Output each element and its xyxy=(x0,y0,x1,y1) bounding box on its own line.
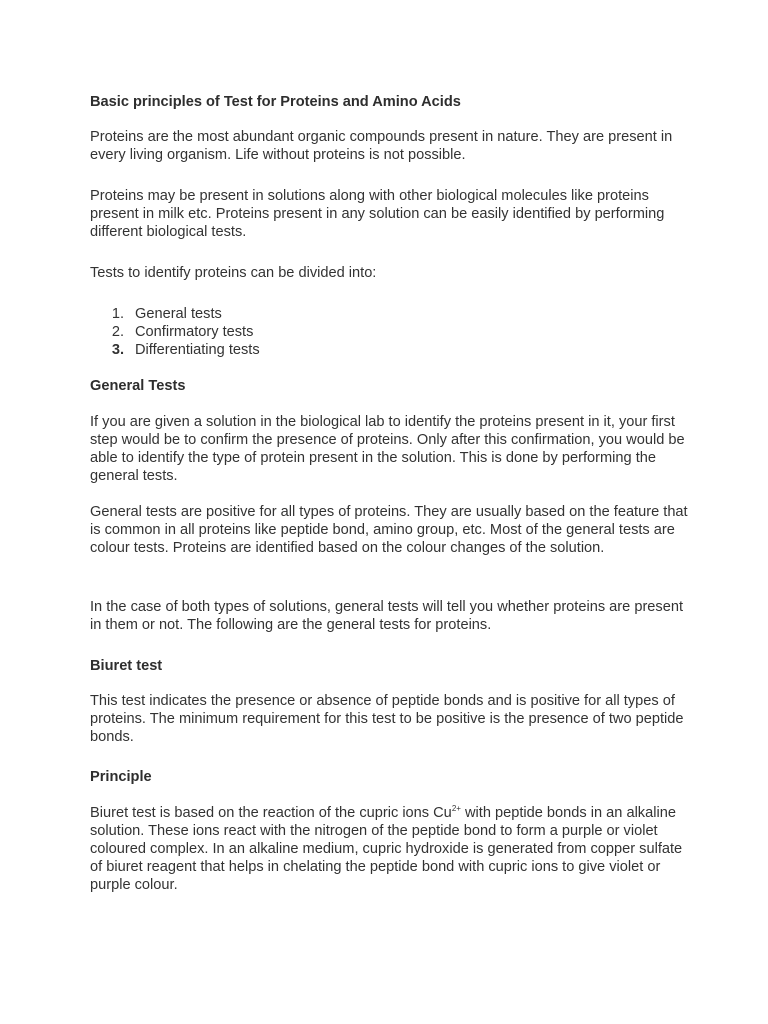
general-tests-paragraph-2: General tests are positive for all types of proteins. They are usually based on the feature that is common in all proteins like peptide bond, amino group, etc. Most of the general tests are colour tests. Proteins are identified based on the colour changes of the solution. xyxy=(90,504,688,556)
biuret-test-paragraph: This test indicates the presence or absence of peptide bonds and is positive for all types of proteins. The minimum requirement for this test to be positive is the presence of two peptide bonds. xyxy=(90,693,684,745)
list-item-label: Differentiating tests xyxy=(135,342,260,358)
intro-paragraph-1: Proteins are the most abundant organic compounds present in nature. They are present in every living organism. Life without proteins is not possible. xyxy=(90,129,673,163)
list-item xyxy=(90,323,690,341)
principle-paragraph xyxy=(90,804,690,894)
cupric-ion-charge: 2+ xyxy=(451,804,461,813)
list-item-number: 2. xyxy=(111,324,124,340)
list-item xyxy=(90,341,690,359)
list-item xyxy=(90,305,690,323)
general-tests-paragraph-3: In the case of both types of solutions, general tests will tell you whether proteins are present in them or not. The following are the general tests for proteins. xyxy=(90,599,683,633)
list-item-number: 1. xyxy=(111,306,124,322)
document-title: Basic principles of Test for Proteins and Amino Acids xyxy=(90,94,461,110)
principle-text-end: with peptide bonds in an alkaline solution. These ions react with the nitrogen of the peptide bond to form a purple or violet coloured complex. In an alkaline medium, cupric hydroxide is generated from copper sulfate of biuret reagent that helps in chelating the peptide bond with cupric ions to give violet or purple colour. xyxy=(90,805,683,893)
list-item-label: Confirmatory tests xyxy=(135,324,254,340)
general-tests-paragraph-1: If you are given a solution in the biological lab to identify the proteins present in it, your first step would be to confirm the presence of proteins. Only after this confirmation, you would be able to identify the type of protein present in the solution. This is done by performing the general tests. xyxy=(90,414,685,484)
intro-paragraph-2: Proteins may be present in solutions along with other biological molecules like proteins present in milk etc. Proteins present in any solution can be easily identified by performing different biological tests. xyxy=(90,188,665,240)
general-tests-heading: General Tests xyxy=(90,378,186,394)
list-item-label: General tests xyxy=(135,306,222,322)
list-item-number: 3. xyxy=(111,342,124,358)
test-types-list xyxy=(90,305,690,359)
biuret-test-heading: Biuret test xyxy=(90,658,163,674)
principle-heading: Principle xyxy=(90,769,152,785)
intro-paragraph-3: Tests to identify proteins can be divided into: xyxy=(90,265,377,281)
principle-text-start: Biuret test is based on the reaction of the cupric ions Cu xyxy=(90,805,452,821)
